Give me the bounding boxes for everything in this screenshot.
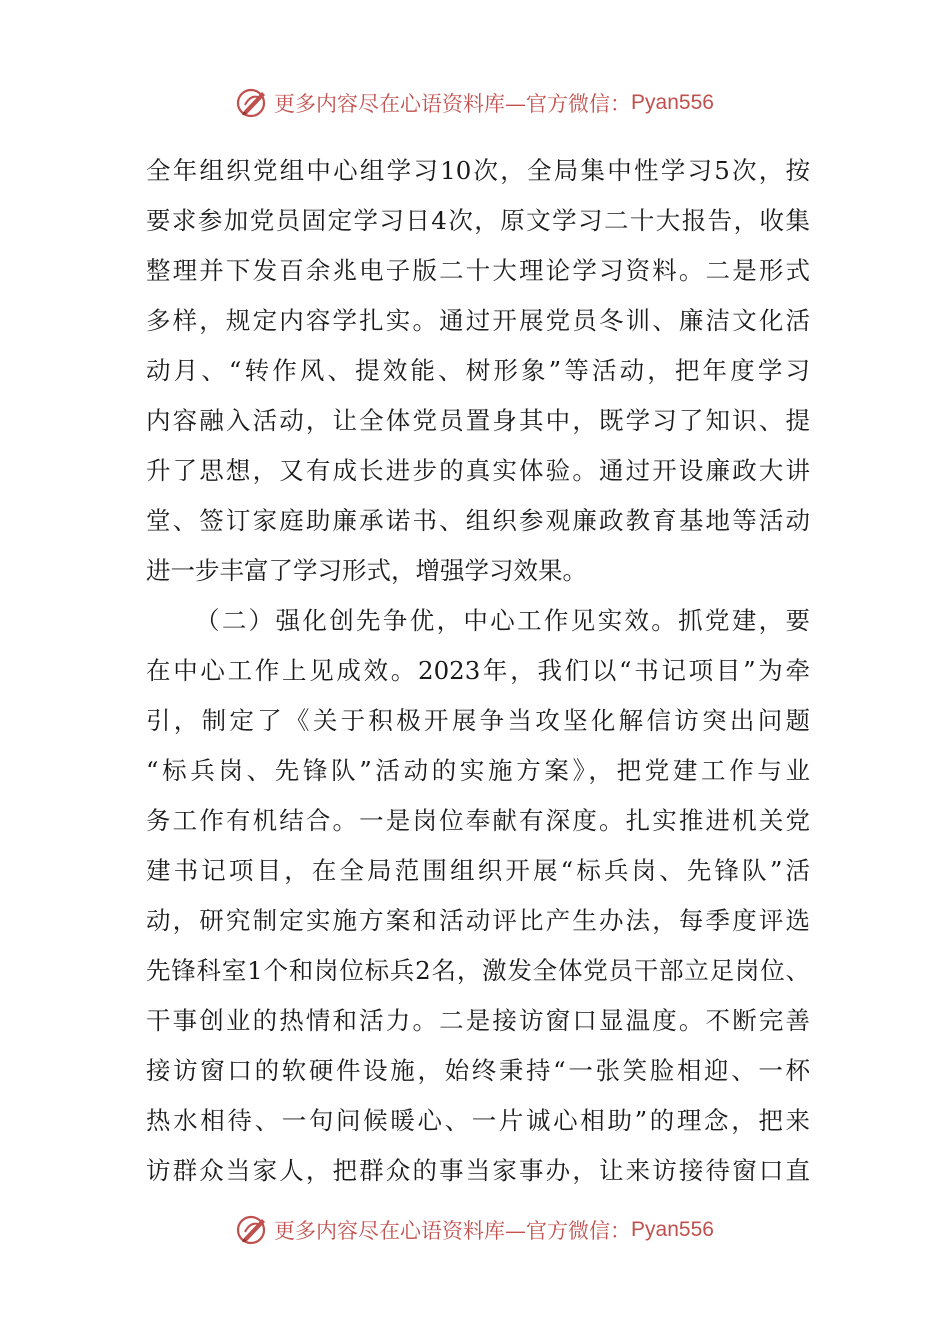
body-line: 整理并下发百余兆电子版二十大理论学习资料。二是形式 xyxy=(146,256,810,285)
body-line: 建书记项目，在全局范围组织开展“标兵岗、先锋队”活 xyxy=(146,856,810,885)
document-body xyxy=(146,146,810,1196)
body-line: 接访窗口的软硬件设施，始终秉持“一张笑脸相迎、一杯 xyxy=(146,1056,810,1085)
footer-watermark-text: 更多内容尽在心语资料库—官方微信： xyxy=(274,1219,632,1243)
body-line: 干事创业的热情和活力。二是接访窗口显温度。不断完善 xyxy=(146,1006,810,1035)
header-watermark-text: 更多内容尽在心语资料库—官方微信： xyxy=(274,92,632,116)
footer-watermark-id: Pyan556 xyxy=(631,1218,714,1241)
body-line: 堂、签订家庭助廉承诺书、组织参观廉政教育基地等活动 xyxy=(146,506,810,535)
pen-logo-icon xyxy=(236,86,270,120)
body-line: 动月、“转作风、提效能、树形象”等活动，把年度学习 xyxy=(146,356,810,385)
footer-watermark xyxy=(0,1210,950,1250)
body-line: 在中心工作上见成效。2023年，我们以“书记项目”为牵 xyxy=(146,656,810,685)
pen-logo-icon xyxy=(236,1213,270,1247)
body-line: “标兵岗、先锋队”活动的实施方案》，把党建工作与业 xyxy=(146,756,810,785)
body-line: 热水相待、一句问候暖心、一片诚心相助”的理念，把来 xyxy=(146,1106,810,1135)
body-line: 要求参加党员固定学习日4次，原文学习二十大报告，收集 xyxy=(146,206,810,235)
body-line: 多样，规定内容学扎实。通过开展党员冬训、廉洁文化活 xyxy=(146,306,810,335)
section-heading-line: （二）强化创先争优，中心工作见实效。抓党建，要 xyxy=(195,606,810,635)
body-line: 引，制定了《关于积极开展争当攻坚化解信访突出问题 xyxy=(146,706,810,735)
header-watermark-id: Pyan556 xyxy=(631,91,714,114)
body-line: 动，研究制定实施方案和活动评比产生办法，每季度评选 xyxy=(146,906,810,935)
body-line: 先锋科室1个和岗位标兵2名，激发全体党员干部立足岗位、 xyxy=(146,956,810,985)
body-line: 访群众当家人，把群众的事当家事办，让来访接待窗口直 xyxy=(146,1156,810,1185)
body-line: 全年组织党组中心组学习10次，全局集中性学习5次，按 xyxy=(146,156,810,185)
body-line: 内容融入活动，让全体党员置身其中，既学习了知识、提 xyxy=(146,406,810,435)
header-watermark xyxy=(0,83,950,123)
body-line: 务工作有机结合。一是岗位奉献有深度。扎实推进机关党 xyxy=(146,806,810,835)
body-line: 进一步丰富了学习形式，增强学习效果。 xyxy=(146,556,587,585)
body-line: 升了思想，又有成长进步的真实体验。通过开设廉政大讲 xyxy=(146,456,810,485)
